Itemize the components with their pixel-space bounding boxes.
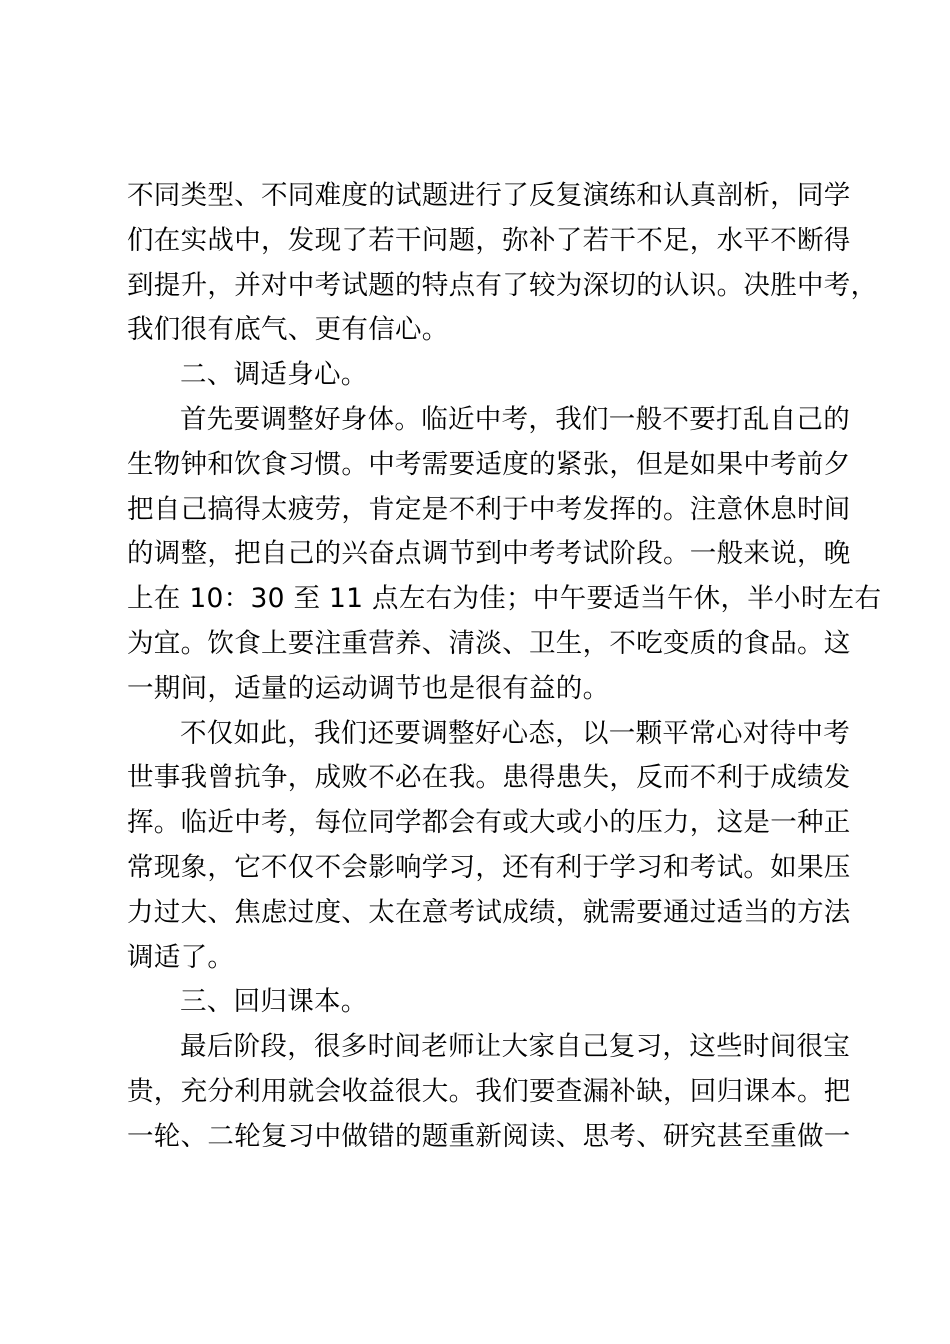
paragraph-4 [127, 712, 851, 981]
text-line: 到提升，并对中考试题的特点有了较为深切的认识。决胜中考， [127, 269, 878, 301]
paragraph-1 [127, 174, 878, 353]
heading-text: 二、调适身心。 [180, 359, 368, 391]
text-line: 首先要调整好身体。临近中考，我们一般不要打乱自己的 [180, 403, 850, 435]
section-heading-3 [127, 980, 837, 1025]
text-line: 挥。临近中考，每位同学都会有或大或小的压力，这是一种正 [127, 807, 851, 839]
text-line: 一轮、二轮复习中做错的题重新阅读、思考、研究甚至重做一 [127, 1120, 851, 1152]
text-line: 力过大、焦虑过度、太在意考试成绩，就需要通过适当的方法 [127, 896, 851, 928]
paragraph-3 [127, 398, 882, 712]
text-line: 世事我曾抗争，成败不必在我。患得患失，反而不利于成绩发 [127, 762, 851, 794]
text-line: 一期间，适量的运动调节也是很有益的。 [127, 672, 610, 704]
text-line: 把自己搞得太疲劳，肯定是不利于中考发挥的。注意休息时间 [127, 493, 851, 525]
text-line: 生物钟和饮食习惯。中考需要适度的紧张，但是如果中考前夕 [127, 448, 851, 480]
text-line: 不同类型、不同难度的试题进行了反复演练和认真剖析，同学 [127, 180, 851, 211]
text-line: 调适了。 [127, 941, 235, 973]
text-line: 最后阶段，很多时间老师让大家自己复习，这些时间很宝 [180, 1031, 850, 1063]
text-line: 上在 10：30 至 11 点左右为佳；中午要适当午休，半小时左右 [127, 583, 882, 615]
heading-text: 三、回归课本。 [180, 986, 368, 1018]
paragraph-6 [127, 1025, 851, 1159]
text-line: 常现象，它不仅不会影响学习，还有利于学习和考试。如果压 [127, 851, 851, 883]
section-heading-2 [127, 353, 837, 398]
text-line: 不仅如此，我们还要调整好心态，以一颗平常心对待中考 [180, 717, 850, 749]
document-body [127, 174, 882, 1160]
text-line: 贵，充分利用就会收益很大。我们要查漏补缺，回归课本。把 [127, 1075, 851, 1107]
text-line: 们在实战中，发现了若干问题，弥补了若干不足，水平不断得 [127, 224, 851, 256]
text-line: 为宜。饮食上要注重营养、清淡、卫生，不吃变质的食品。这 [127, 627, 851, 659]
text-line: 我们很有底气、更有信心。 [127, 314, 449, 346]
text-line: 的调整，把自己的兴奋点调节到中考考试阶段。一般来说，晚 [127, 538, 851, 570]
